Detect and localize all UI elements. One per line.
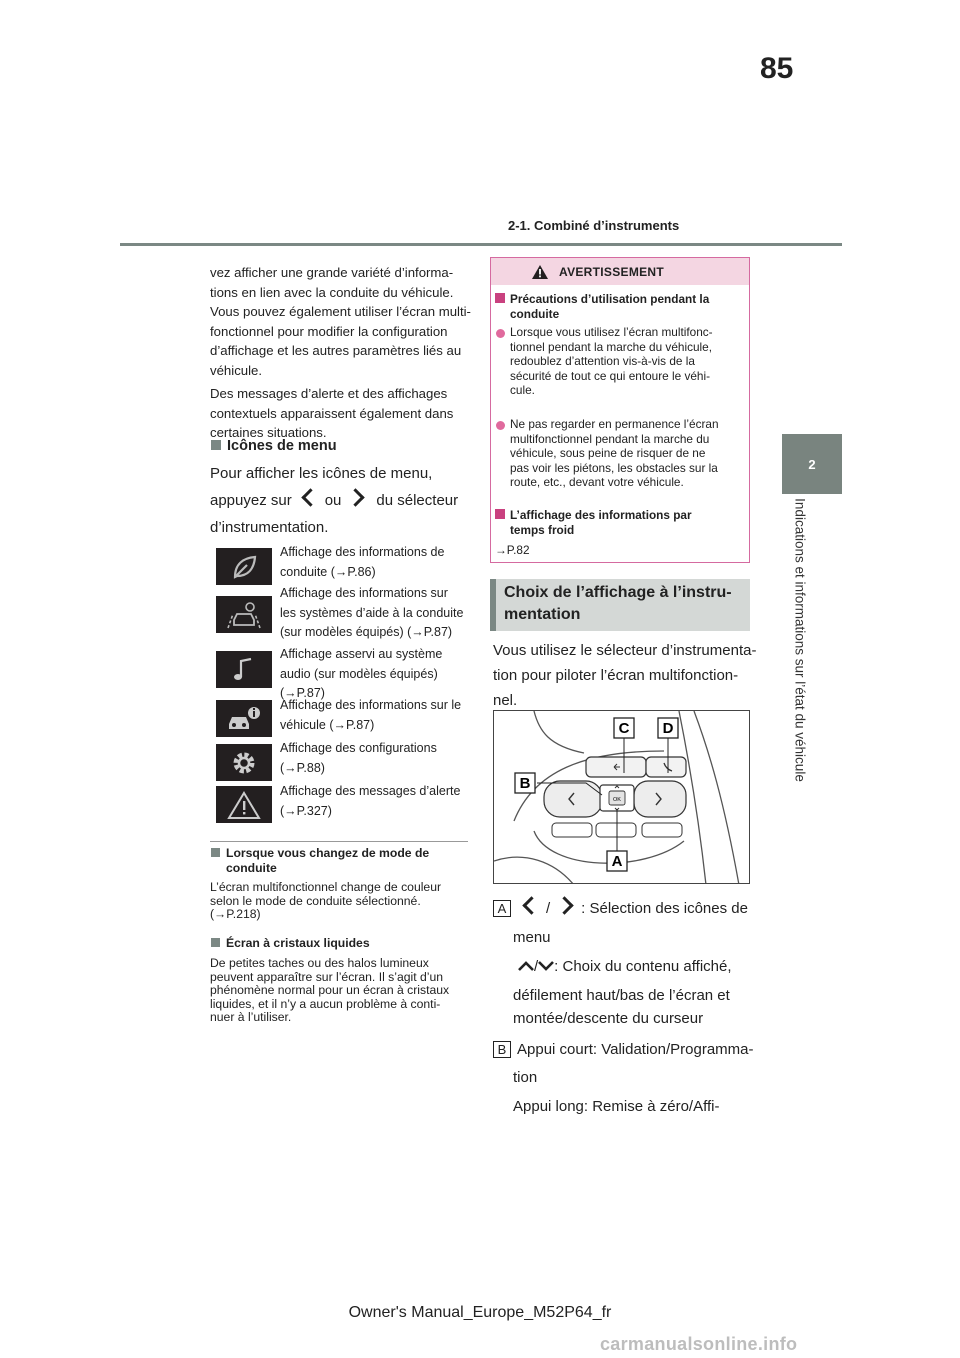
text-line: (→P.88) — [280, 760, 325, 775]
menu-intro-line2 — [210, 488, 458, 513]
section-title: 2-1. Combiné d’instruments — [508, 218, 680, 233]
menu-icons-heading — [211, 438, 337, 454]
text-line: (sur modèles équipés) (→P.87) — [280, 625, 453, 639]
drive-mode-heading — [211, 846, 429, 876]
heading-line: mentation — [504, 606, 581, 623]
text-line: (→P.218) — [210, 907, 261, 921]
text-line: certaines situations. — [210, 425, 327, 440]
legend-label-b: B — [493, 1041, 511, 1058]
figure-label-c: C — [618, 720, 630, 737]
text-line: route, etc., devant votre véhicule. — [510, 475, 684, 489]
legend-a-text: défilement haut/bas de l’écran et — [513, 987, 730, 1004]
legend-b-text: Appui court: Validation/Programma- — [517, 1041, 754, 1058]
warning-bullet-1 — [510, 325, 713, 398]
text-line: Affichage des informations sur — [280, 586, 448, 600]
square-bullet-icon — [211, 938, 220, 947]
text-line: véhicule. — [210, 362, 263, 378]
text-line: peuvent apparaître sur l’écran. Il s’agit d’un — [210, 969, 444, 984]
text-line: véhicule, sous peine de risquer de ne — [510, 446, 706, 460]
lead-paragraph — [210, 263, 472, 443]
legend-b-line1 — [493, 1037, 754, 1062]
driver-assist-icon — [216, 596, 272, 633]
legend-a-text: montée/descente du curseur — [513, 1010, 704, 1027]
text-line: cule. — [510, 383, 535, 397]
text-line: (→P.87) — [280, 686, 325, 700]
text-line: Affichage des configurations — [280, 741, 437, 755]
legend-b-text: tion — [513, 1069, 538, 1086]
menu-item-desc-vehicle-info — [280, 696, 470, 735]
slash: / — [534, 958, 539, 975]
legend-b-text: Appui long: Remise à zéro/Affi- — [513, 1098, 720, 1115]
steering-wheel-illustration — [494, 711, 750, 884]
lcd-text — [210, 957, 449, 1025]
text-line: temps froid — [510, 523, 575, 537]
header-divider — [120, 243, 842, 246]
text-line: véhicule (→P.87) — [280, 717, 375, 732]
page-number: 85 — [760, 52, 794, 85]
text-line: Affichage des informations de — [280, 545, 445, 559]
text-line: redoublez d’attention vis-à-vis de la — [510, 354, 695, 368]
text-line: Ne pas regarder en permanence l’écran — [510, 417, 719, 431]
text-line: Écran à cristaux liquides — [226, 936, 370, 950]
chevron-right-icon — [555, 896, 573, 914]
chevron-right-icon — [347, 488, 365, 506]
warning-subheading — [495, 508, 692, 523]
square-bullet-icon — [211, 440, 221, 450]
warning-icon — [216, 786, 272, 823]
legend-a-line1 — [493, 896, 748, 921]
section-divider — [210, 841, 468, 842]
text-line: Vous utilisez le sélecteur d’instrumenta- — [493, 642, 757, 659]
text-line: liquides, et il n’y a aucun problème à conti- — [210, 996, 441, 1011]
menu-item-desc-driving-info — [280, 543, 470, 582]
figure-label-d: D — [662, 720, 674, 737]
watermark: carmanualsonline.info — [600, 1334, 798, 1354]
text-line: L’affichage des informations par — [510, 508, 692, 522]
intro-paragraph — [493, 638, 758, 713]
ok-button-label: OK — [613, 797, 621, 803]
text-line: fonctionnel pour modifier la configuration — [210, 323, 448, 339]
figure-label-a: A — [611, 853, 623, 870]
square-bullet-icon — [211, 848, 220, 857]
leaf-icon — [216, 548, 272, 585]
menu-item-desc-warnings — [280, 782, 470, 821]
section-heading — [490, 579, 750, 631]
text-line: multifonctionnel pendant la marche du — [510, 431, 710, 446]
menu-item-desc-driver-assist — [280, 584, 470, 643]
text-line: nel. — [493, 692, 518, 709]
chevron-down-icon — [538, 961, 554, 971]
text-line: Vous pouvez également utiliser l’écran multi- — [210, 304, 471, 319]
text-line: Affichage des informations sur le — [280, 698, 462, 712]
legend-a-text: : Sélection des icônes de — [581, 900, 748, 917]
figure-label-b: B — [519, 775, 531, 792]
legend-label-a: A — [493, 900, 511, 917]
page-reference: →P.82 — [495, 543, 530, 557]
chevron-left-icon — [522, 896, 540, 914]
slash: / — [546, 900, 551, 917]
heading-line: Choix de l’affichage à l’instru- — [504, 584, 732, 601]
text-line: vez afficher une grande variété d’informa- — [210, 265, 454, 280]
square-bullet-icon — [495, 509, 505, 519]
chapter-tab: 2 — [782, 434, 842, 494]
music-note-icon — [216, 651, 272, 688]
text-line: conduite — [510, 307, 560, 321]
text-line: Des messages d’alerte et des affichages — [210, 386, 448, 401]
lcd-heading — [211, 936, 370, 951]
menu-intro-post: du sélecteur — [376, 492, 459, 509]
warning-header — [491, 258, 749, 285]
menu-intro-mid: ou — [324, 492, 342, 509]
text-line: nuer à l’utiliser. — [210, 1010, 292, 1024]
square-bullet-icon — [495, 293, 505, 303]
text-line: Précautions d’utilisation pendant la — [510, 292, 710, 306]
text-line: tions en lien avec la conduite du véhicule. — [210, 284, 454, 300]
menu-intro-line1: Pour afficher les icônes de menu, — [210, 465, 433, 482]
menu-icons-heading-text: Icônes de menu — [227, 438, 337, 454]
text-line: phénomène normal pour un écran à cristaux — [210, 983, 450, 997]
warning-subheading — [495, 292, 709, 307]
drive-mode-text — [210, 881, 441, 922]
legend-a-text: menu — [513, 929, 551, 946]
text-line: Lorsque vous changez de mode de — [226, 846, 430, 860]
text-line: Affichage des messages d’alerte — [280, 784, 461, 798]
menu-item-desc-settings — [280, 739, 470, 778]
text-line: audio (sur modèles équipés) — [280, 666, 438, 681]
text-line: selon le mode de conduite sélectionné. — [210, 893, 421, 908]
chapter-title: Indications et informations sur l’état du véhicule — [792, 498, 808, 782]
vehicle-info-icon — [216, 700, 272, 737]
bullet-dot-icon — [496, 421, 505, 430]
text-line: les systèmes d’aide à la conduite — [280, 605, 464, 620]
text-line: conduite — [226, 861, 277, 875]
text-line: tion pour piloter l’écran multifonction- — [493, 667, 739, 684]
legend-a-line3 — [518, 954, 732, 979]
menu-item-desc-audio — [280, 645, 470, 704]
menu-intro-line3: d’instrumentation. — [210, 519, 329, 536]
text-line: L’écran multifonctionnel change de couleur — [210, 880, 442, 894]
chevron-left-icon — [301, 488, 319, 506]
legend-a-text: : Choix du contenu affiché, — [554, 958, 732, 975]
warning-title: AVERTISSEMENT — [559, 264, 665, 279]
text-line: d’affichage et les autres paramètres liés au — [210, 343, 462, 358]
text-line: Affichage asservi au système — [280, 647, 443, 661]
warning-bullet-2 — [510, 417, 719, 490]
text-line: (→P.327) — [280, 803, 332, 818]
chevron-up-icon — [518, 961, 534, 971]
text-line: pas voir les piétons, les obstacles sur la — [510, 460, 718, 475]
text-line: De petites taches ou des halos lumineux — [210, 956, 429, 970]
warning-box — [490, 257, 750, 563]
text-line: conduite (→P.86) — [280, 564, 376, 579]
menu-intro-pre: appuyez sur — [210, 492, 292, 509]
bullet-dot-icon — [496, 329, 505, 338]
text-line: tionnel pendant la marche du véhicule, — [510, 339, 712, 354]
chapter-side-label — [770, 490, 830, 790]
steering-switch-figure — [493, 710, 750, 884]
text-line: contextuels apparaissent également dans — [210, 405, 454, 421]
gear-icon — [216, 744, 272, 781]
footer-text: Owner's Manual_Europe_M52P64_fr — [348, 1304, 612, 1321]
warning-triangle-icon — [531, 264, 549, 280]
text-line: Lorsque vous utilisez l’écran multifonc- — [510, 325, 713, 339]
text-line: sécurité de tout ce qui entoure le véhi- — [510, 368, 711, 383]
heading-accent-bar — [490, 579, 496, 631]
